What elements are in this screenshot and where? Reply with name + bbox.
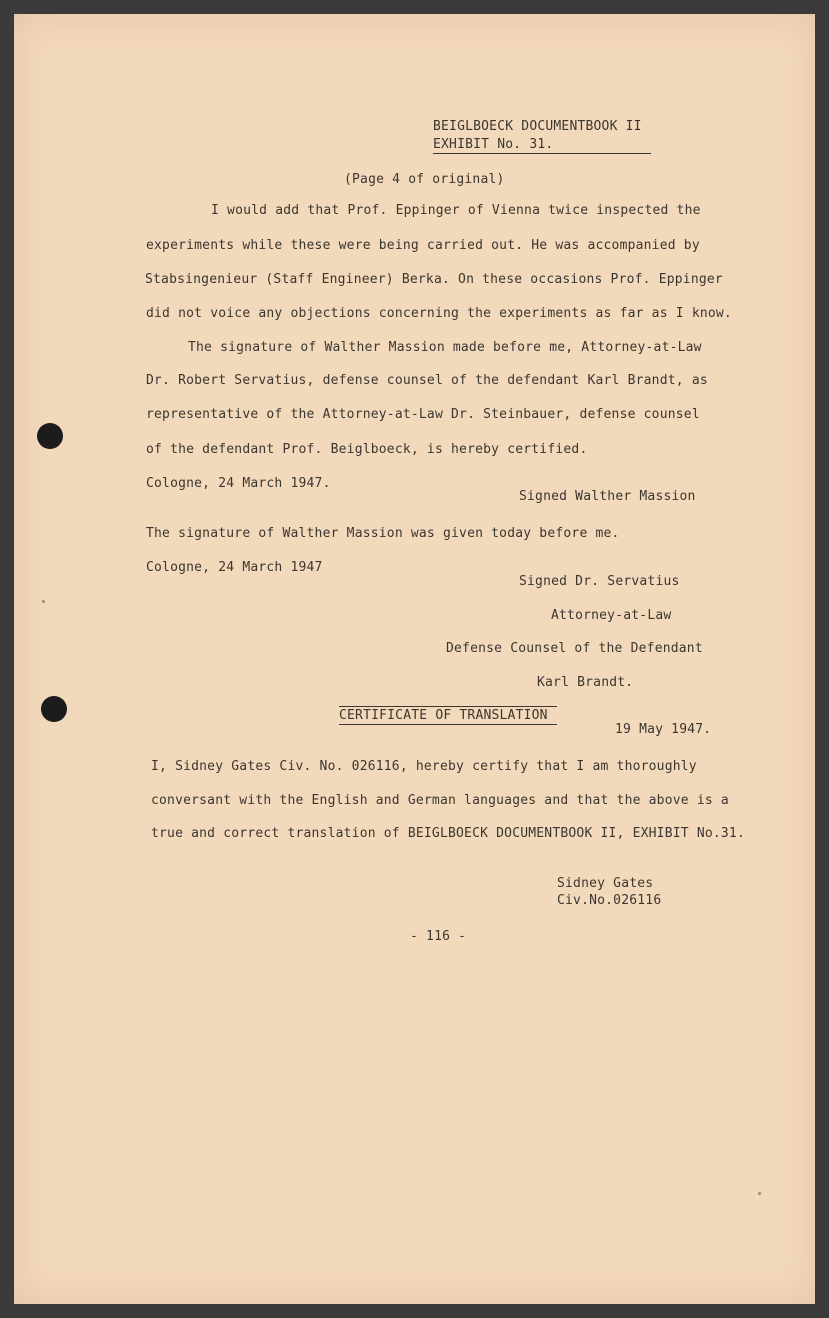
certificate-line: I, Sidney Gates Civ. No. 026116, hereby certify that I am thoroughly	[151, 759, 697, 774]
certificate-overline	[339, 706, 557, 707]
paper-speck	[42, 600, 45, 603]
punch-hole	[37, 423, 63, 449]
signature-statement: The signature of Walther Massion was given today before me.	[146, 526, 620, 541]
punch-hole	[41, 696, 67, 722]
paper-speck	[758, 1192, 761, 1195]
translator-civ-number: Civ.No.026116	[557, 893, 662, 908]
defendant-name: Karl Brandt.	[537, 675, 634, 690]
paragraph-line: of the defendant Prof. Beiglboeck, is hereby certified.	[146, 442, 588, 457]
page-number: - 116 -	[410, 929, 467, 944]
signature-servatius: Signed Dr. Servatius	[519, 574, 680, 589]
certificate-date: 19 May 1947.	[615, 722, 712, 737]
paragraph-line: Stabsingenieur (Staff Engineer) Berka. On these occasions Prof. Eppinger	[145, 272, 723, 287]
certificate-line: true and correct translation of BEIGLBOECK DOCUMENTBOOK II, EXHIBIT No.31.	[151, 826, 745, 841]
exhibit-underline	[433, 153, 651, 154]
signatory-title: Attorney-at-Law	[551, 608, 672, 623]
paragraph-line: I would add that Prof. Eppinger of Vienna twice inspected the	[211, 203, 701, 218]
paragraph-line: The signature of Walther Massion made before me, Attorney-at-Law	[188, 340, 702, 355]
paragraph-line: experiments while these were being carried out. He was accompanied by	[146, 238, 700, 253]
place-date: Cologne, 24 March 1947.	[146, 476, 331, 491]
page-reference: (Page 4 of original)	[344, 172, 505, 187]
certificate-line: conversant with the English and German languages and that the above is a	[151, 793, 729, 808]
signature-massion: Signed Walther Massion	[519, 489, 696, 504]
translator-name: Sidney Gates	[557, 876, 654, 891]
signatory-role: Defense Counsel of the Defendant	[446, 641, 703, 656]
document-page	[14, 14, 815, 1304]
certificate-underline	[339, 724, 557, 725]
paragraph-line: representative of the Attorney-at-Law Dr. Steinbauer, defense counsel	[146, 407, 700, 422]
paragraph-line: Dr. Robert Servatius, defense counsel of the defendant Karl Brandt, as	[146, 373, 708, 388]
paragraph-line: did not voice any objections concerning the experiments as far as I know.	[146, 306, 732, 321]
exhibit-label: EXHIBIT No. 31.	[433, 137, 554, 152]
certificate-heading: CERTIFICATE OF TRANSLATION	[339, 708, 548, 723]
document-book-label: BEIGLBOECK DOCUMENTBOOK II	[433, 119, 642, 134]
place-date: Cologne, 24 March 1947	[146, 560, 323, 575]
